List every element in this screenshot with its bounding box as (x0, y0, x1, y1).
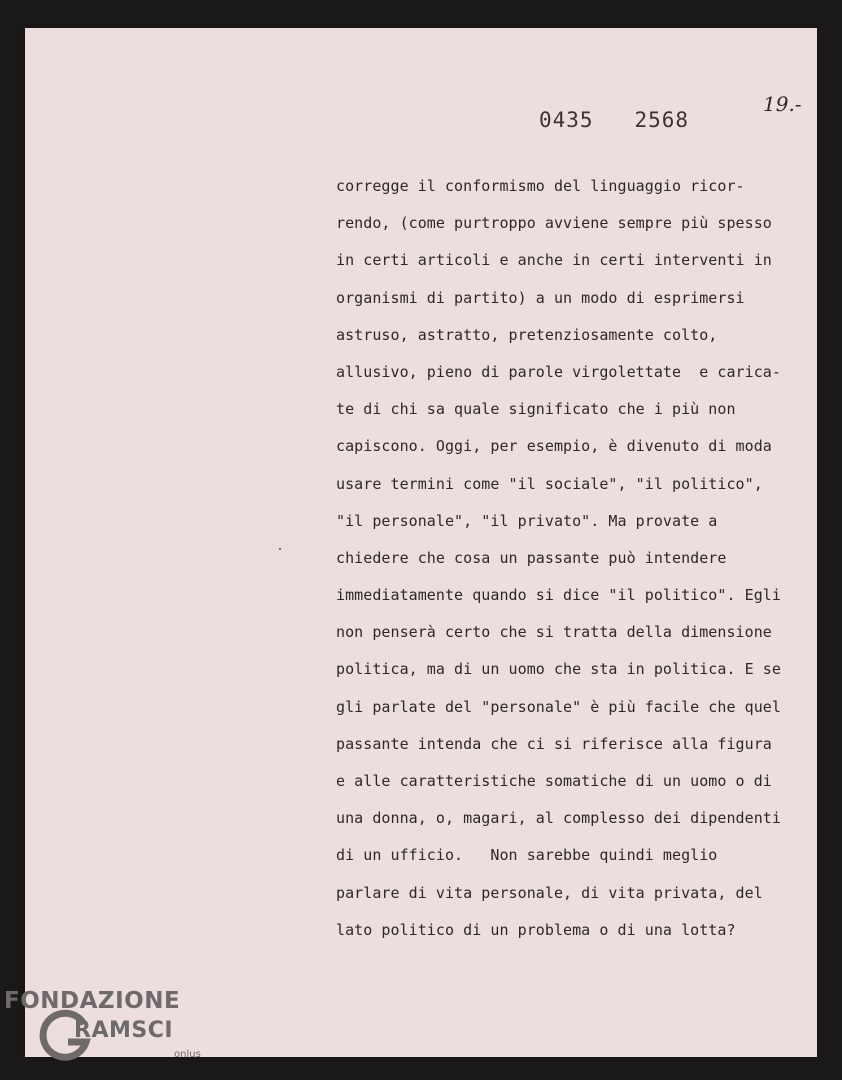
text-line: te di chi sa quale significato che i più non (336, 400, 736, 419)
text-line: lato politico di un problema o di una lotta? (336, 920, 736, 939)
watermark-logo (4, 988, 214, 1076)
text-line: in certi articoli e anche in certi interventi in (336, 251, 772, 270)
text-line: una donna, o, magari, al complesso dei dipendenti (336, 809, 781, 828)
typewritten-text (336, 172, 781, 953)
text-line: immediatamente quando si dice "il politico". Egli (336, 586, 781, 605)
text-line: capiscono. Oggi, per esempio, è divenuto di moda (336, 437, 772, 456)
text-line: politica, ma di un uomo che sta in politica. E se (336, 660, 781, 679)
text-line: rendo, (come purtroppo avviene sempre più spesso (336, 214, 772, 233)
text-line: corregge il conformismo del linguaggio ricor- (336, 177, 745, 195)
text-line: passante intenda che ci si riferisce alla figura (336, 734, 772, 753)
page-number: 19.- (763, 92, 802, 116)
ink-speck (279, 548, 281, 550)
text-line: astruso, astratto, pretenziosamente colto, (336, 325, 718, 344)
text-line: parlare di vita personale, di vita privata, del (336, 883, 763, 902)
text-line: allusivo, pieno di parole virgolettate e carica- (336, 362, 781, 381)
text-line: non penserà certo che si tratta della dimensione (336, 623, 772, 642)
text-line: chiedere che cosa un passante può intendere (336, 548, 727, 567)
document-page (25, 28, 817, 1057)
text-line: organismi di partito) a un modo di esprimersi (336, 288, 745, 307)
text-line: gli parlate del "personale" è più facile che quel (336, 697, 781, 716)
text-line: "il personale", "il privato". Ma provate a (336, 511, 718, 530)
archive-number: 0435 2568 (539, 108, 690, 132)
text-line: di un ufficio. Non sarebbe quindi meglio (336, 846, 718, 865)
watermark-line3: onlus (174, 1049, 201, 1060)
text-line: usare termini come "il sociale", "il politico", (336, 474, 763, 493)
watermark-line1: FONDAZIONE (4, 988, 181, 1014)
text-line: e alle caratteristiche somatiche di un uomo o di (336, 772, 772, 790)
watermark-line2: RAMSCI (74, 1018, 174, 1043)
